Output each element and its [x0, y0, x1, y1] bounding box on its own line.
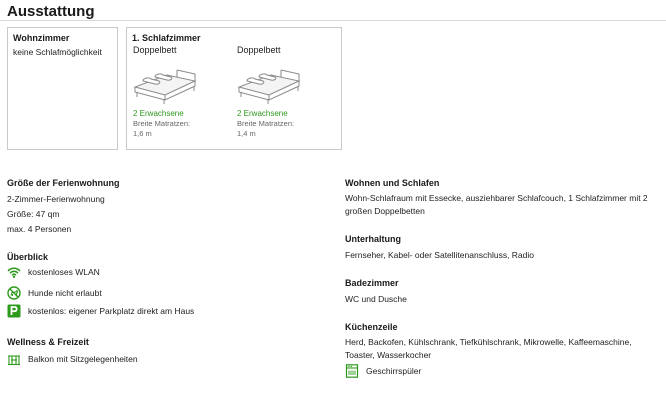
parking-icon	[7, 304, 21, 318]
bed-item	[237, 45, 337, 138]
mattress-width-value: 1,4 m	[237, 129, 256, 138]
feature-dishwasher	[345, 364, 421, 378]
wifi-icon	[7, 265, 21, 279]
page-title: Ausstattung	[7, 3, 95, 20]
feature-label: kostenlos: eigener Parkplatz direkt am Haus	[28, 306, 195, 316]
kitchenette-text: Herd, Backofen, Kühlschrank, Tiefkühlschrank, Mikrowelle, Kaffeemaschine, Toaster, Wasserkocher	[345, 337, 632, 360]
max-persons: max. 4 Personen	[7, 224, 72, 234]
double-bed-icon	[133, 61, 197, 105]
apartment-type: 2-Zimmer-Ferienwohnung	[7, 194, 105, 204]
no-pets-icon	[7, 286, 21, 300]
double-bed-icon	[237, 61, 301, 105]
living-sleeping-heading: Wohnen und Schlafen	[345, 178, 440, 188]
mattress-width-value: 1,6 m	[133, 129, 152, 138]
feature-wifi	[7, 265, 100, 279]
feature-no-pets	[7, 286, 102, 300]
feature-balcony	[7, 352, 138, 366]
title-divider	[0, 20, 666, 21]
room-title: 1. Schlafzimmer	[132, 33, 201, 43]
feature-label: Hunde nicht erlaubt	[28, 288, 102, 298]
feature-parking	[7, 304, 194, 318]
living-sleeping-text: Wohn-Schlafraum mit Essecke, ausziehbarer Schlafcouch, 1 Schlafzimmer mit 2 großen Doppelbetten	[345, 193, 648, 216]
room-card-living	[7, 27, 118, 150]
mattress-width-label: Breite Matratzen:	[237, 119, 295, 128]
entertainment-text: Fernseher, Kabel- oder Satellitenanschluss, Radio	[345, 250, 534, 260]
bed-capacity: 2 Erwachsene	[133, 109, 184, 118]
room-card-bedroom	[126, 27, 342, 150]
apartment-size: Größe: 47 qm	[7, 209, 60, 219]
feature-label: kostenloses WLAN	[28, 267, 100, 277]
size-heading: Größe der Ferienwohnung	[7, 178, 120, 188]
bed-type: Doppelbett	[133, 45, 177, 55]
bed-item	[133, 45, 233, 138]
feature-label: Balkon mit Sitzgelegenheiten	[28, 354, 138, 364]
kitchenette-heading: Küchenzeile	[345, 322, 398, 332]
bathroom-text: WC und Dusche	[345, 294, 407, 304]
wellness-heading: Wellness & Freizeit	[7, 337, 89, 347]
feature-label: Geschirrspüler	[366, 366, 422, 376]
room-title: Wohnzimmer	[13, 33, 70, 43]
dishwasher-icon	[345, 364, 359, 378]
mattress-width-label: Breite Matratzen:	[133, 119, 191, 128]
room-sleeping-info: keine Schlafmöglichkeit	[13, 47, 102, 57]
bed-type: Doppelbett	[237, 45, 281, 55]
entertainment-heading: Unterhaltung	[345, 234, 401, 244]
balcony-seating-icon	[7, 352, 21, 366]
bathroom-heading: Badezimmer	[345, 278, 399, 288]
overview-heading: Überblick	[7, 252, 49, 262]
bed-capacity: 2 Erwachsene	[237, 109, 288, 118]
